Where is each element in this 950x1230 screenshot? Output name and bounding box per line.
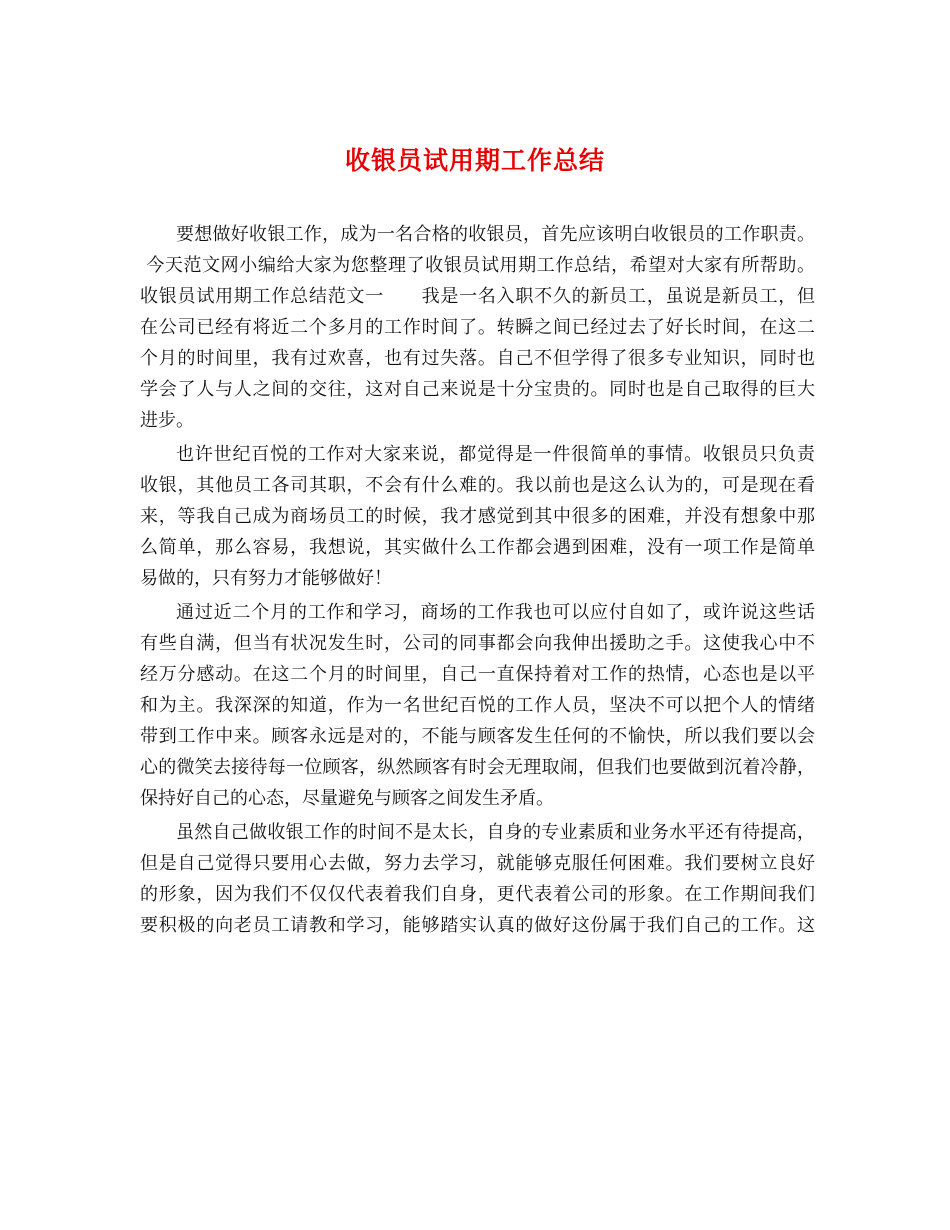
text-line: 要积极的向老员工请教和学习，能够踏实认真的做好这份属于我们自己的工作。这: [140, 915, 815, 936]
text-line: 收银，其他员工各司其职，不会有什么难的。我以前也是这么认为的，可是现在看: [140, 475, 815, 496]
text-line: 和为主。我深深的知道，作为一名世纪百悦的工作人员，坚决不可以把个人的情绪: [140, 695, 815, 716]
text-line: 也许世纪百悦的工作对大家来说，都觉得是一件很简单的事情。收银员只负责: [176, 444, 815, 465]
text-line: 的形象，因为我们不仅仅代表着我们自身，更代表着公司的形象。在工作期间我们: [140, 884, 815, 905]
text-line: 么简单，那么容易，我想说，其实做什么工作都会遇到困难，没有一项工作是简单: [140, 537, 815, 558]
text-line: 经万分感动。在这二个月的时间里，自己一直保持着对工作的热情，心态也是以平: [140, 664, 815, 685]
text-line: 保持好自己的心态，尽量避免与顾客之间发生矛盾。: [140, 788, 554, 809]
document-body: [140, 219, 815, 941]
text-line: 心的微笑去接待每一位顾客，纵然顾客有时会无理取闹，但我们也要做到沉着冷静，: [140, 757, 815, 778]
text-line: 易做的，只有努力才能够做好！: [140, 568, 392, 589]
text-line: 进步。: [140, 410, 194, 431]
text-line: 有些自满，但当有状况发生时，公司的同事都会向我伸出援助之手。这使我心中不: [140, 633, 815, 654]
text-line: 通过近二个月的工作和学习，商场的工作我也可以应付自如了，或许说这些话: [176, 602, 815, 623]
text-line: 在公司已经有将近二个多月的工作时间了。转瞬之间已经过去了好长时间，在这二: [140, 317, 815, 338]
text-line: 虽然自己做收银工作的时间不是太长，自身的专业素质和业务水平还有待提高，: [176, 822, 815, 843]
text-line: 要想做好收银工作，成为一名合格的收银员，首先应该明白收银员的工作职责。: [176, 224, 815, 245]
text-line: 收银员试用期工作总结范文一 我是一名入职不久的新员工，虽说是新员工，但: [140, 286, 815, 307]
text-line: 个月的时间里，我有过欢喜，也有过失落。自己不但学得了很多专业知识，同时也: [140, 348, 815, 369]
text-line: 带到工作中来。顾客永远是对的，不能与顾客发生任何的不愉快，所以我们要以会: [140, 726, 815, 747]
text-line: 今天范文网小编给大家为您整理了收银员试用期工作总结，希望对大家有所帮助。: [140, 255, 815, 276]
text-line: 学会了人与人之间的交往，这对自己来说是十分宝贵的。同时也是自己取得的巨大: [140, 379, 815, 400]
text-line: 但是自己觉得只要用心去做，努力去学习，就能够克服任何困难。我们要树立良好: [140, 853, 815, 874]
text-line: 来，等我自己成为商场员工的时候，我才感觉到其中很多的困难，并没有想象中那: [140, 506, 815, 527]
document-title: 收银员试用期工作总结: [344, 146, 605, 175]
